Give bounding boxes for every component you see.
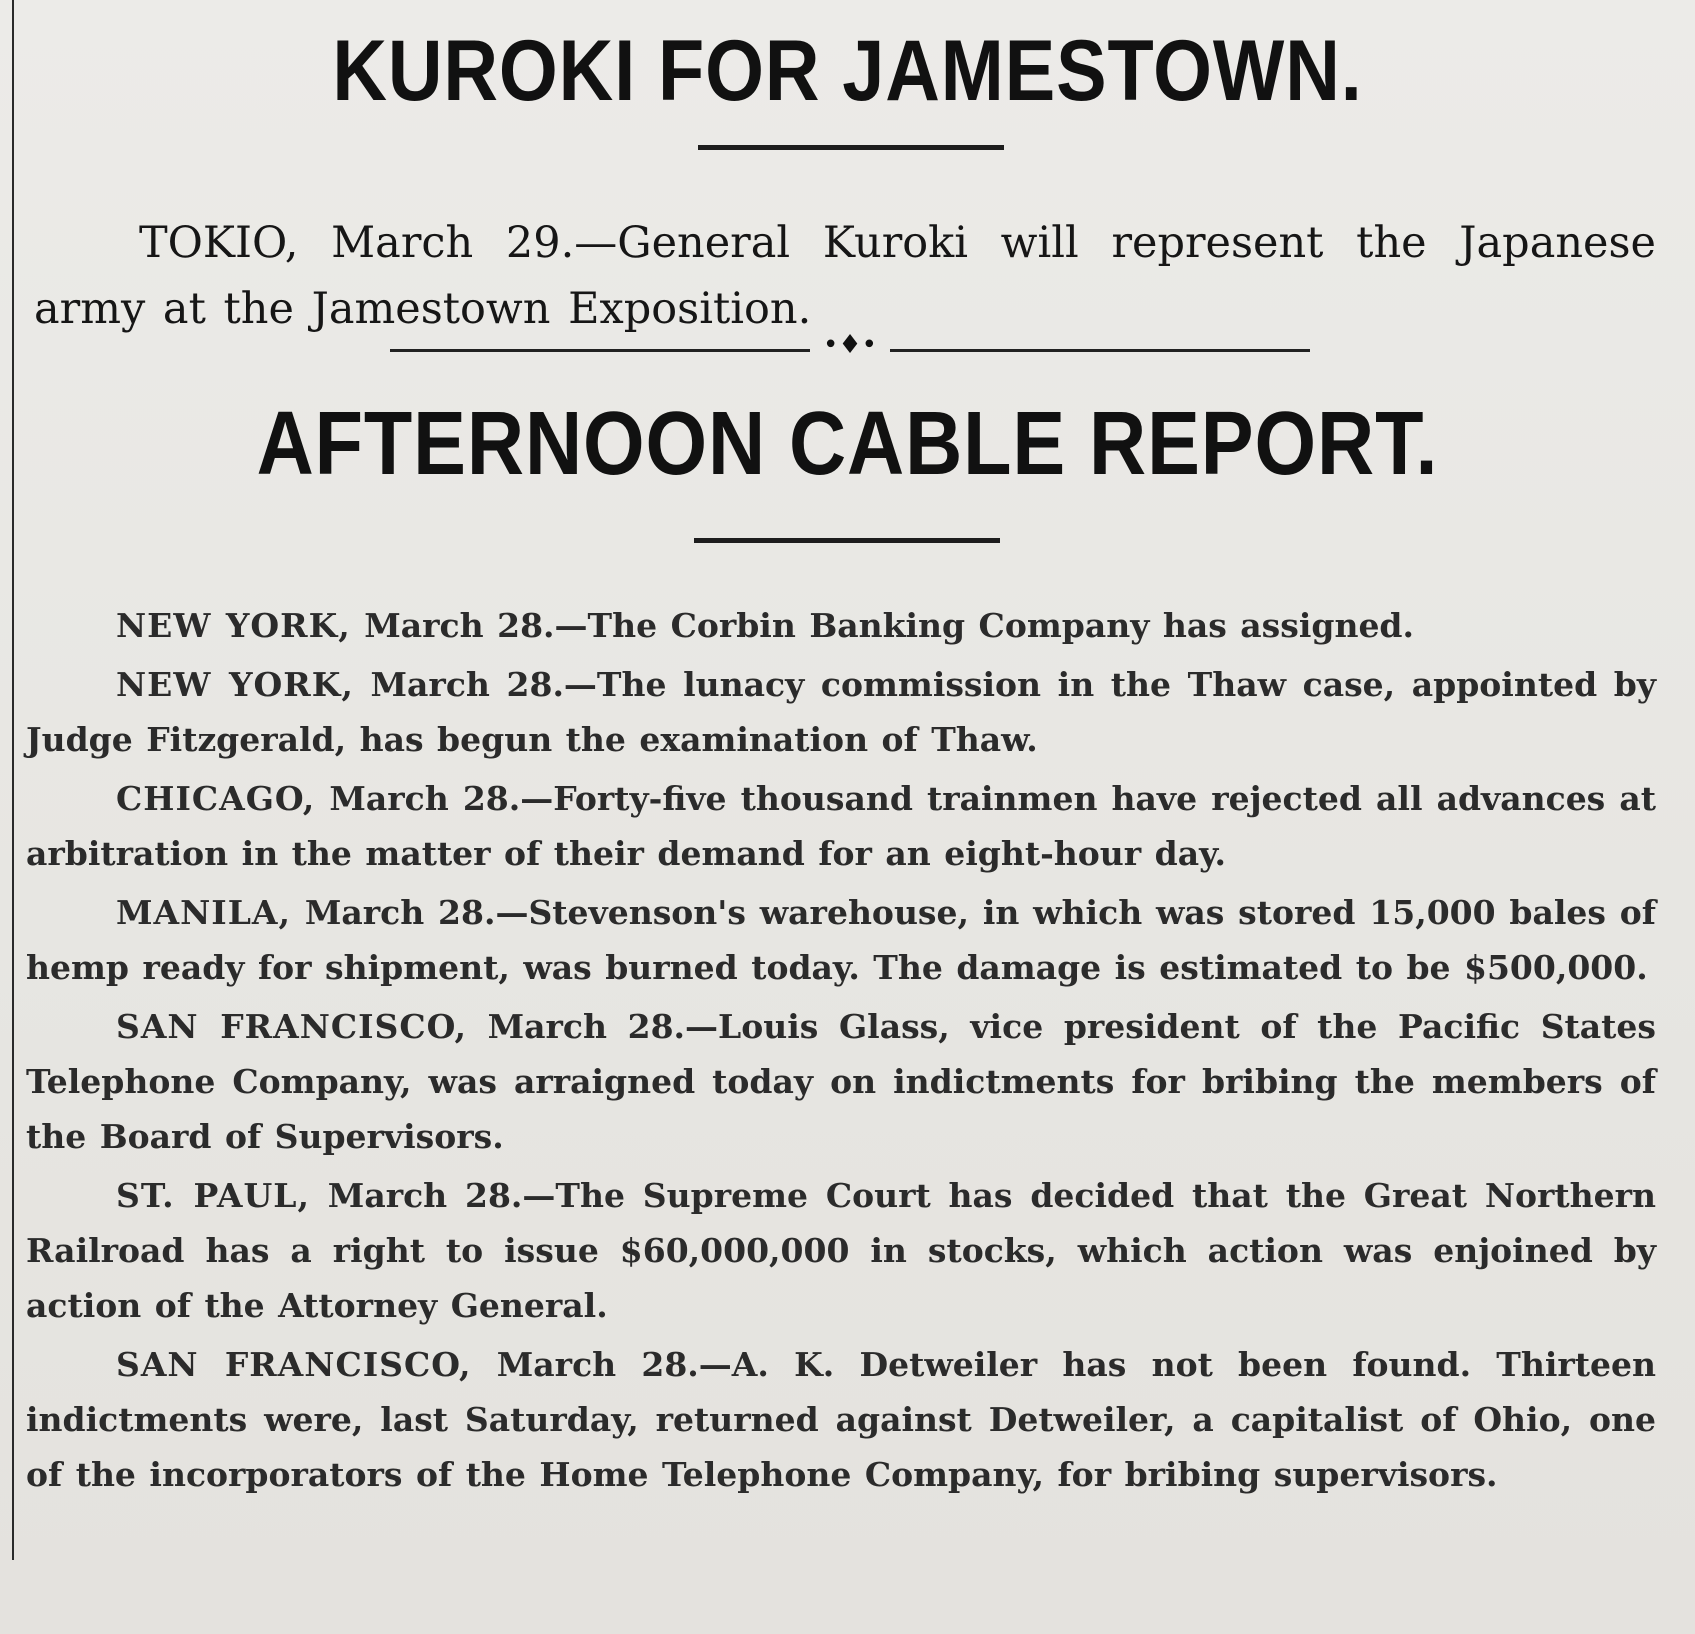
column-rule [12, 0, 14, 1560]
report-dateline: SAN FRANCISCO, [116, 1345, 472, 1384]
report-text: March 28.—Forty-five thousand trainmen have rejected all advances at arbitration in the matter of their demand for an eight-hour day. [26, 779, 1656, 873]
report-text: March 28.—Stevenson's warehouse, in which was stored 15,000 bales of hemp ready for shipment, was burned today. The damage is estimated to be $500,000. [26, 893, 1656, 987]
report-item [26, 657, 1656, 767]
report-text: March 28.—Louis Glass, vice president of the Pacific States Telephone Company, was arraigned today on indictments for bribing the members of the Board of Supervisors. [26, 1007, 1656, 1156]
report-item [26, 771, 1656, 881]
headline-cable-report: AFTERNOON CABLE REPORT. [256, 394, 1439, 494]
headline-rule [694, 538, 1000, 543]
report-item [26, 999, 1656, 1164]
report-item [26, 885, 1656, 995]
cable-report-list [26, 598, 1656, 1506]
report-text: March 28.—The Supreme Court has decided that the Great Northern Railroad has a right to issue $60,000,000 in stocks, which action was enjoined by action of the Attorney General. [26, 1176, 1656, 1325]
article-body-kuroki: TOKIO, March 29.—General Kuroki will represent the Japanese army at the Jamestown Exposition. [34, 218, 1656, 334]
divider-line-right [890, 349, 1310, 352]
divider-ornament: •♦• [823, 330, 877, 360]
ornamental-divider [390, 330, 1310, 363]
report-text: March 28.—The lunacy commission in the Thaw case, appointed by Judge Fitzgerald, has begun the examination of Thaw. [26, 665, 1657, 759]
report-item [26, 1168, 1656, 1333]
report-text: March 28.—A. K. Detweiler has not been found. Thirteen indictments were, last Saturday, returned against Detweiler, a capitalist of Ohio, one of the incorporators of the Home Telephone Company, for bribing supervisors. [26, 1345, 1656, 1494]
report-dateline: NEW YORK, [116, 665, 354, 704]
report-dateline: MANILA, [116, 893, 292, 932]
report-text: March 28.—The Corbin Banking Company has assigned. [350, 606, 1414, 645]
headline-kuroki: KUROKI FOR JAMESTOWN. [332, 23, 1363, 119]
report-dateline: ST. PAUL, [116, 1176, 310, 1215]
report-dateline: NEW YORK, [116, 606, 351, 645]
headline-rule [698, 145, 1004, 150]
divider-line-left [390, 349, 810, 352]
report-item [26, 1337, 1656, 1502]
report-dateline: SAN FRANCISCO, [116, 1007, 467, 1046]
report-item [26, 598, 1656, 653]
report-dateline: CHICAGO, [116, 779, 316, 818]
